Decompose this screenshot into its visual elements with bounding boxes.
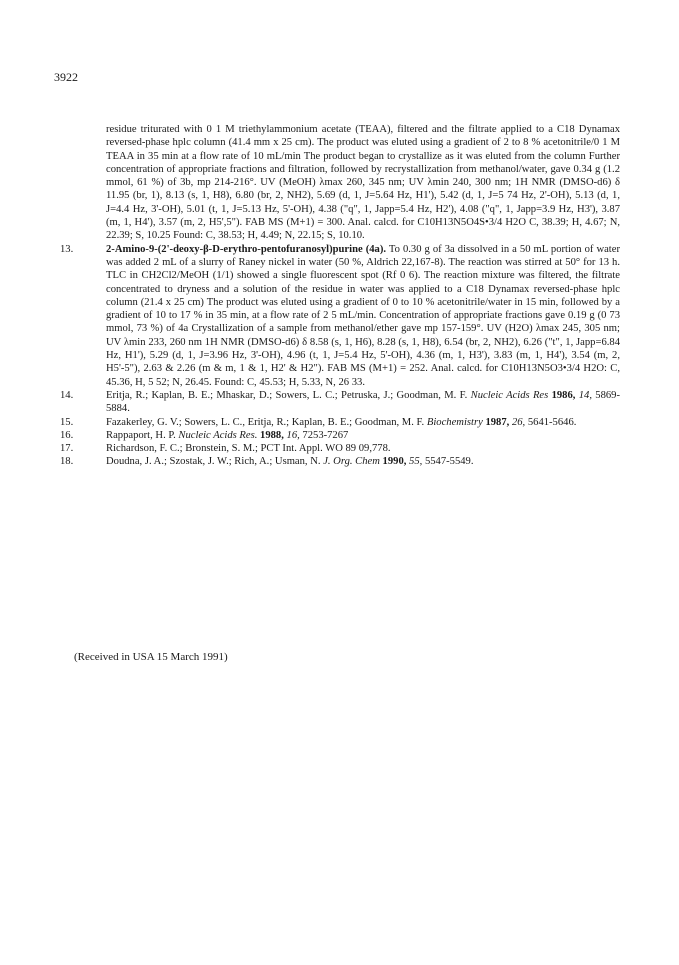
reference-number: 15.: [60, 416, 74, 428]
compound-title: 2-Amino-9-(2'-deoxy-β-D-erythro-pentofuranosyl)purine (4a).: [106, 243, 387, 255]
reference-volume: 16,: [286, 429, 300, 441]
reference-pages: 5869-5884.: [106, 389, 620, 415]
reference-volume: 26,: [511, 416, 526, 428]
article-body: [60, 123, 620, 469]
reference-authors: Doudna, J. A.; Szostak, J. W.; Rich, A.; Usman, N.: [106, 456, 321, 468]
procedure-text: To 0.30 g of 3a dissolved in a 50 mL portion of water was added 2 mL of a slurry of Raney nickel in water (50 %, Aldrich 22,167-8). The reaction was stirred at 50° for 13 h. TLC in CH2Cl2/MeOH (1/1) showed a single fluorescent spot (Rf 0 6). The reaction mixture was filtered, the filtrate concentrated to dryness and a solution of the residue in water was applied to a C18 Dynamax reversed-phase hplc column (21.4 x 25 cm) The product was eluted using a gradient of 0 to 10 % acetonitrile/water in 15 min, followed by a gradient of 10 to 17 % in 35 min, at a flow rate of 2 5 mL/min. Concentration of appropriate fractions gave 0.19 g (0 73 mmol, 73 %) of 4a Crystallization of a sample from methanol/ether gave mp 157-159°. UV (H2O) λmax 245, 305 nm; UV λmin 233, 260 nm 1H NMR (DMSO-d6) δ 8.58 (s, 1, H6), 8.28 (s, 1, H8), 6.54 (br, 2, NH2), 6.26 ("t", 1, Japp=6.84 Hz, H1'), 5.29 (d, 1, J=3.96 Hz, 3'-OH), 4.96 (t, 1, J=5.4 Hz, 5'-OH), 4.36 (m, 1, H3'), 3.83 (m, 1, H4'), 3.54 (m, 2, H5'-5"), 2.63 & 2.26 (m & m, 1 & 1, H2' & H2"). FAB MS (M+1) = 252. Anal. calcd. for C10H13N5O3•3/4 H2O: C, 45.36, H, 5 52; N, 26.45. Found: C, 45.53; H, 5.33, N, 26 33.: [106, 243, 620, 388]
reference-15: [60, 416, 620, 429]
reference-authors: Fazakerley, G. V.; Sowers, L. C., Eritja, R.; Kaplan, B. E.; Goodman, M. F.: [106, 416, 425, 428]
reference-number: 18.: [60, 456, 74, 468]
reference-number: 16.: [60, 429, 74, 441]
reference-17: [60, 442, 620, 455]
reference-year: 1986,: [551, 389, 576, 401]
reference-number: 14.: [60, 389, 74, 401]
reference-year: 1987,: [485, 416, 510, 428]
reference-number: 13.: [60, 243, 74, 255]
reference-pages: 5547-5549.: [424, 456, 474, 468]
reference-authors: Eritja, R.; Kaplan, B. E.; Mhaskar, D.; Sowers, L. C.; Petruska, J.; Goodman, M. F.: [106, 389, 468, 401]
reference-journal: Biochemistry: [426, 416, 483, 428]
reference-text: Richardson, F. C.; Bronstein, S. M.; PCT Int. Appl. WO 89 09,778.: [106, 443, 391, 455]
reference-year: 1990,: [382, 456, 407, 468]
reference-journal: J. Org. Chem: [323, 456, 380, 468]
reference-pages: 5641-5646.: [527, 416, 577, 428]
reference-journal: Nucleic Acids Res: [470, 389, 549, 401]
reference-13: [60, 243, 620, 389]
intro-paragraph: residue triturated with 0 1 M triethylammonium acetate (TEAA), filtered and the filtrate applied to a C18 Dynamax reversed-phase hplc column (41.4 mm x 25 cm). The product was eluted using a gradient of 2 to 8 % acetonitrile/0 1 M TEAA in 35 min at a flow rate of 10 mL/min The product began to crystallize as it was eluted from the column Further concentration of appropriate fractions and filtration, followed by recrystallization from methanol/water, gave 0.34 g (1.2 mmol, 61 %) of 3b, mp 214-216°. UV (MeOH) λmax 260, 345 nm; UV λmin 240, 300 nm; 1H NMR (DMSO-d6) δ 11.95 (br, 1), 8.13 (s, 1, H8), 6.80 (br, 2, NH2), 5.69 (d, 1, J=5.64 Hz, H1'), 5.42 (d, 1, J=5 74 Hz, 2'-OH), 5.13 (d, 1, J=4.4 Hz, 3'-OH), 5.01 (t, 1, J=5.13 Hz, 5'-OH), 4.38 ("q", 1, Japp=5.4 Hz, H2'), 4.08 ("q", 1, Japp=3.9 Hz, H3'), 3.87 (m, 1, H4'), 3.57 (m, 2, H5',5"). FAB MS (M+1) = 300. Anal. calcd. for C10H13N5O4S•3/4 H2O C, 38.39; H, 4.67; N, 22.39; S, 10.25 Found: C, 38.53; H, 4.49; N, 22.15; S, 10.10.: [106, 124, 620, 242]
reference-18: [60, 455, 620, 468]
reference-journal: Nucleic Acids Res.: [178, 429, 258, 441]
reference-number: 17.: [60, 443, 74, 455]
reference-14: [60, 389, 620, 416]
reference-volume: 55,: [409, 456, 423, 468]
reference-pages: 7253-7267: [302, 429, 349, 441]
reference-authors: Rappaport, H. P.: [106, 429, 176, 441]
reference-volume: 14,: [578, 389, 592, 401]
reference-year: 1988,: [260, 429, 284, 441]
page-number: 3922: [54, 70, 78, 84]
received-date: (Received in USA 15 March 1991): [74, 651, 228, 663]
reference-16: [60, 429, 620, 442]
